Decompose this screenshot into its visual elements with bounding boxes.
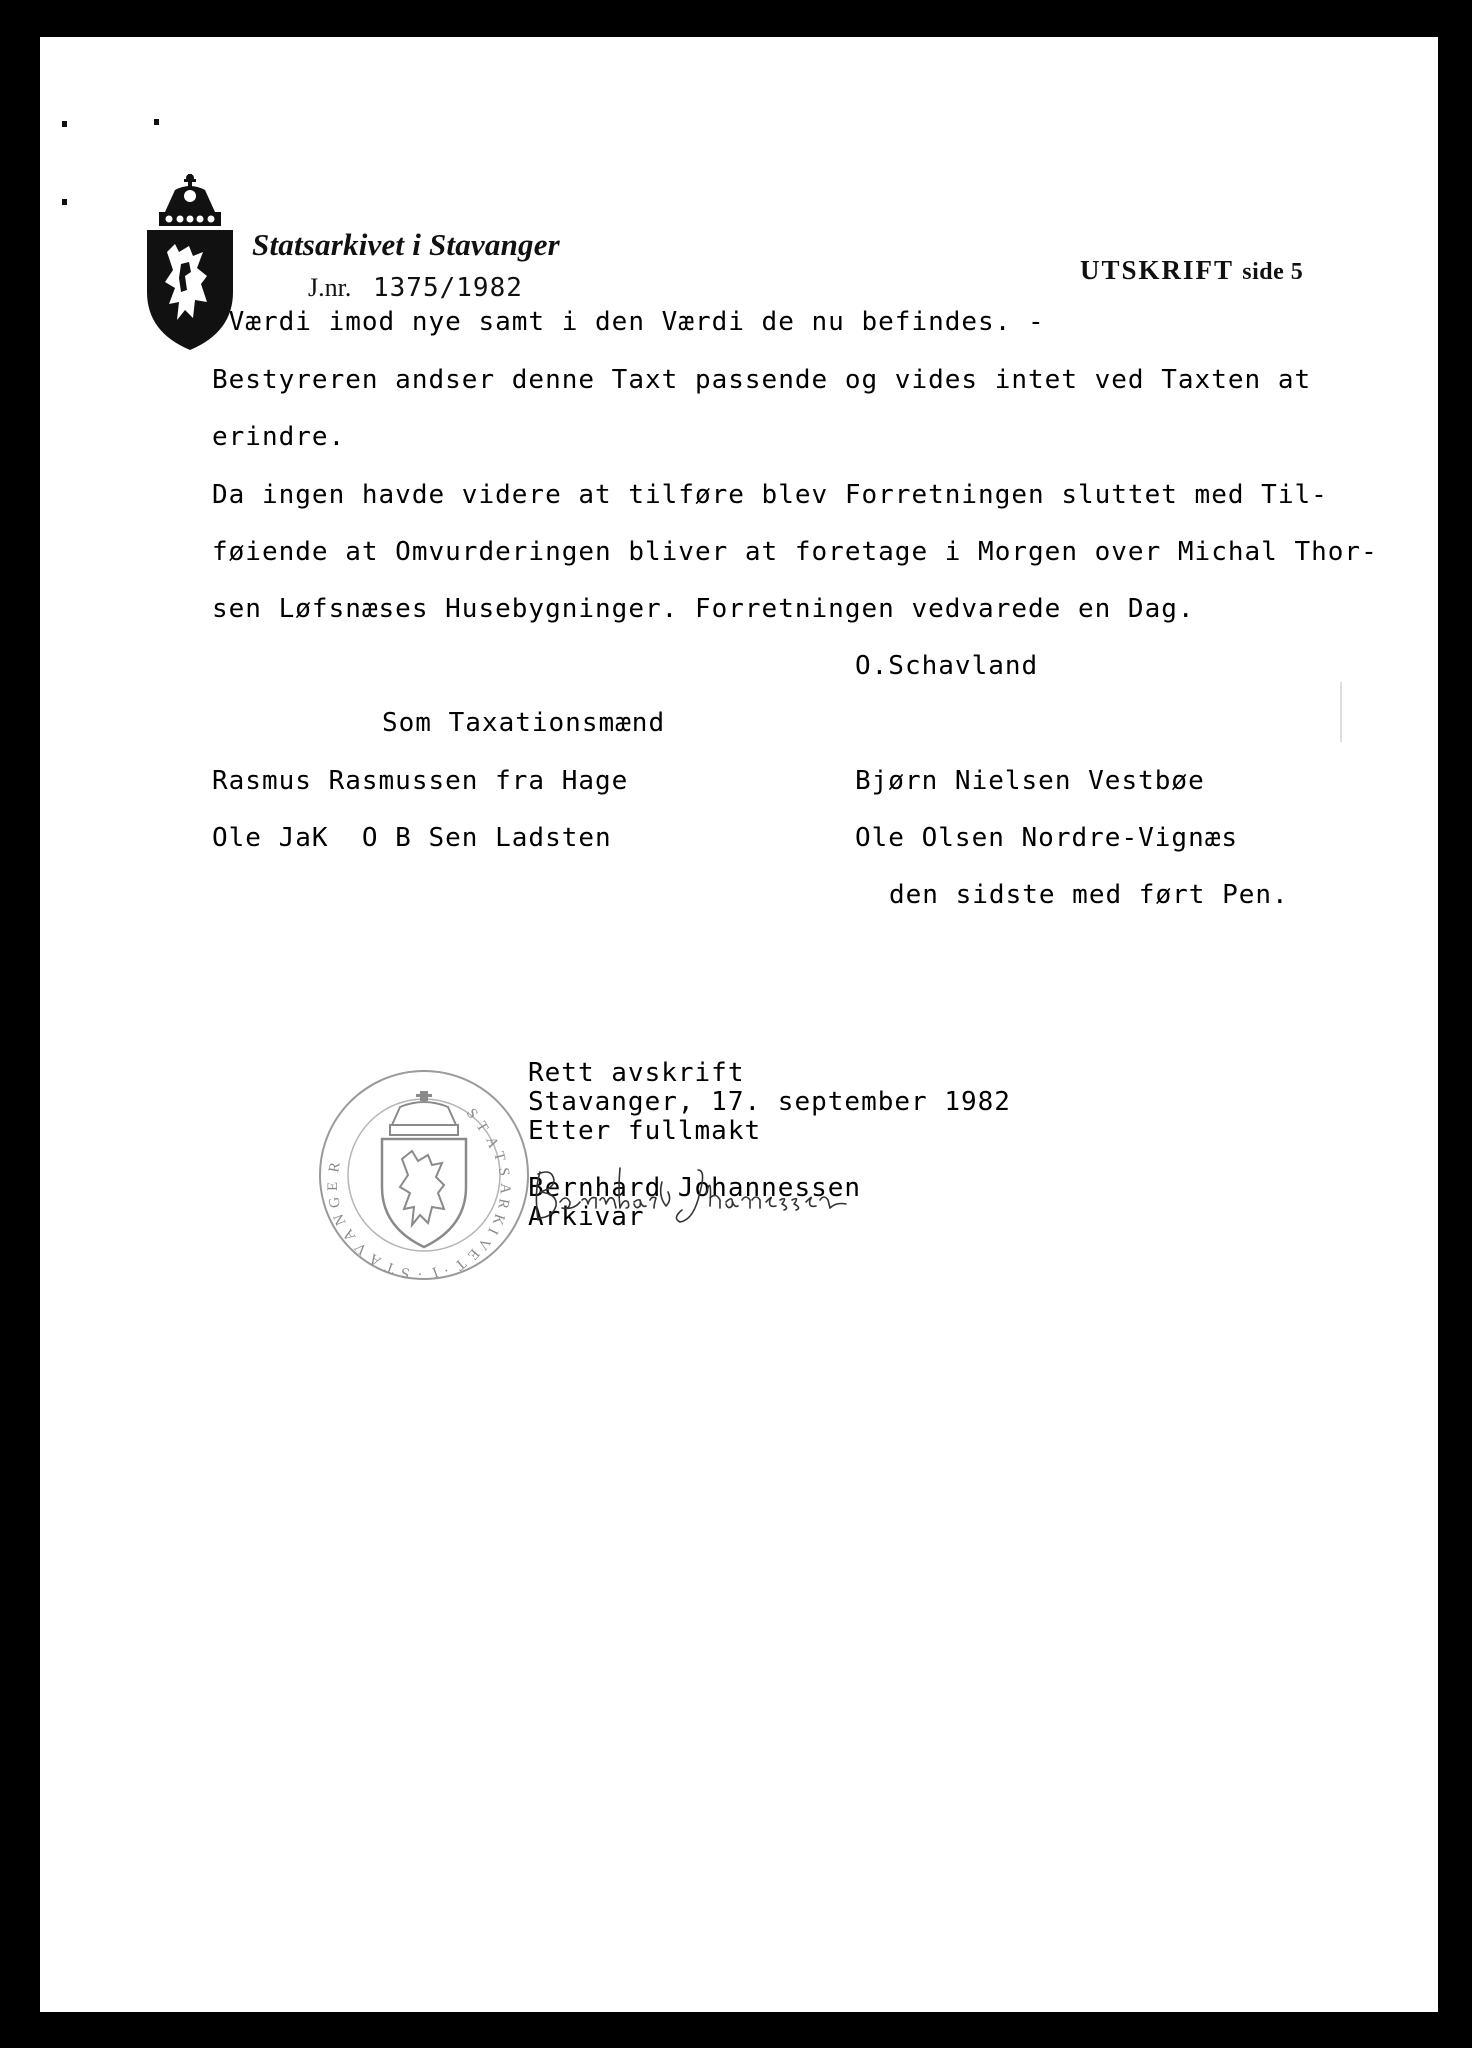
journal-number: 1375/1982 — [373, 273, 523, 303]
svg-text:I: I — [483, 1225, 501, 1239]
institution-name: Statsarkivet i Stavanger — [252, 227, 560, 262]
svg-text:V: V — [472, 1234, 494, 1255]
appraiser-right-2: Ole Olsen Nordre-Vignæs — [855, 823, 1239, 853]
body-line: Da ingen havde videre at tilføre blev Forretningen sluttet med Til- — [212, 480, 1328, 510]
archive-seal-icon — [316, 1067, 532, 1283]
svg-text:E: E — [462, 1245, 483, 1265]
certification-name: Bernhard Johannessen — [528, 1173, 862, 1203]
svg-text:S: S — [495, 1166, 513, 1179]
body-line: sen Løfsnæses Husebygninger. Forretningen vedvarede en Dag. — [212, 594, 1195, 624]
certification-line: Etter fullmakt — [528, 1116, 762, 1146]
svg-text:·: · — [437, 1261, 452, 1279]
document-type: UTSKRIFT — [1080, 255, 1234, 285]
page-number: side 5 — [1242, 259, 1304, 285]
appraiser-right-1: Bjørn Nielsen Vestbøe — [855, 766, 1205, 796]
svg-text:T: T — [472, 1119, 492, 1137]
svg-text:S: S — [398, 1263, 411, 1281]
svg-text:R: R — [493, 1197, 512, 1212]
document-type-header — [1080, 255, 1303, 286]
appraiser-left-2: Ole JaK O B Sen Ladsten — [212, 823, 612, 853]
certification-title: Arkivar — [528, 1202, 645, 1232]
svg-text:E: E — [325, 1179, 341, 1191]
appraisers-heading: Som Taxationsmænd — [382, 708, 666, 738]
appraiser-left-1: Rasmus Rasmussen fra Hage — [212, 766, 629, 796]
svg-text:T: T — [381, 1257, 398, 1277]
body-line: erindre. — [212, 422, 346, 452]
svg-text:·: · — [414, 1265, 424, 1282]
document-page — [40, 37, 1438, 2012]
edge-mark — [62, 121, 67, 127]
journal-number-label: J.nr. — [308, 273, 352, 302]
body-line: Bestyreren andser denne Taxt passende og vides intet ved Taxten at — [212, 365, 1312, 395]
svg-text:N: N — [330, 1209, 350, 1228]
svg-text:T: T — [449, 1254, 469, 1275]
edge-mark — [154, 119, 159, 125]
appraiser-note: den sidste med ført Pen. — [889, 880, 1289, 910]
body-line: føiende at Omvurderingen bliver at foretage i Morgen over Michal Thor- — [212, 537, 1378, 567]
edge-mark — [62, 199, 67, 205]
svg-text:K: K — [488, 1211, 508, 1229]
svg-text:T: T — [490, 1150, 509, 1165]
svg-text:V: V — [350, 1237, 371, 1258]
handwritten-signature — [530, 1162, 870, 1232]
svg-text:A: A — [364, 1248, 385, 1270]
certification-line: Stavanger, 17. september 1982 — [528, 1087, 1011, 1117]
svg-text:S: S — [462, 1105, 482, 1124]
svg-text:R: R — [326, 1159, 345, 1174]
certification-line: Rett avskrift — [528, 1058, 745, 1088]
divider — [1340, 682, 1342, 742]
svg-text:G: G — [325, 1193, 344, 1210]
svg-text:A: A — [482, 1134, 502, 1153]
svg-text:A: A — [496, 1182, 513, 1197]
chair-signature: O.Schavland — [855, 651, 1039, 681]
body-line: Værdi imod nye samt i den Værdi de nu befindes. - — [212, 307, 1045, 337]
svg-text:I: I — [428, 1263, 441, 1281]
svg-text:A: A — [338, 1224, 360, 1244]
